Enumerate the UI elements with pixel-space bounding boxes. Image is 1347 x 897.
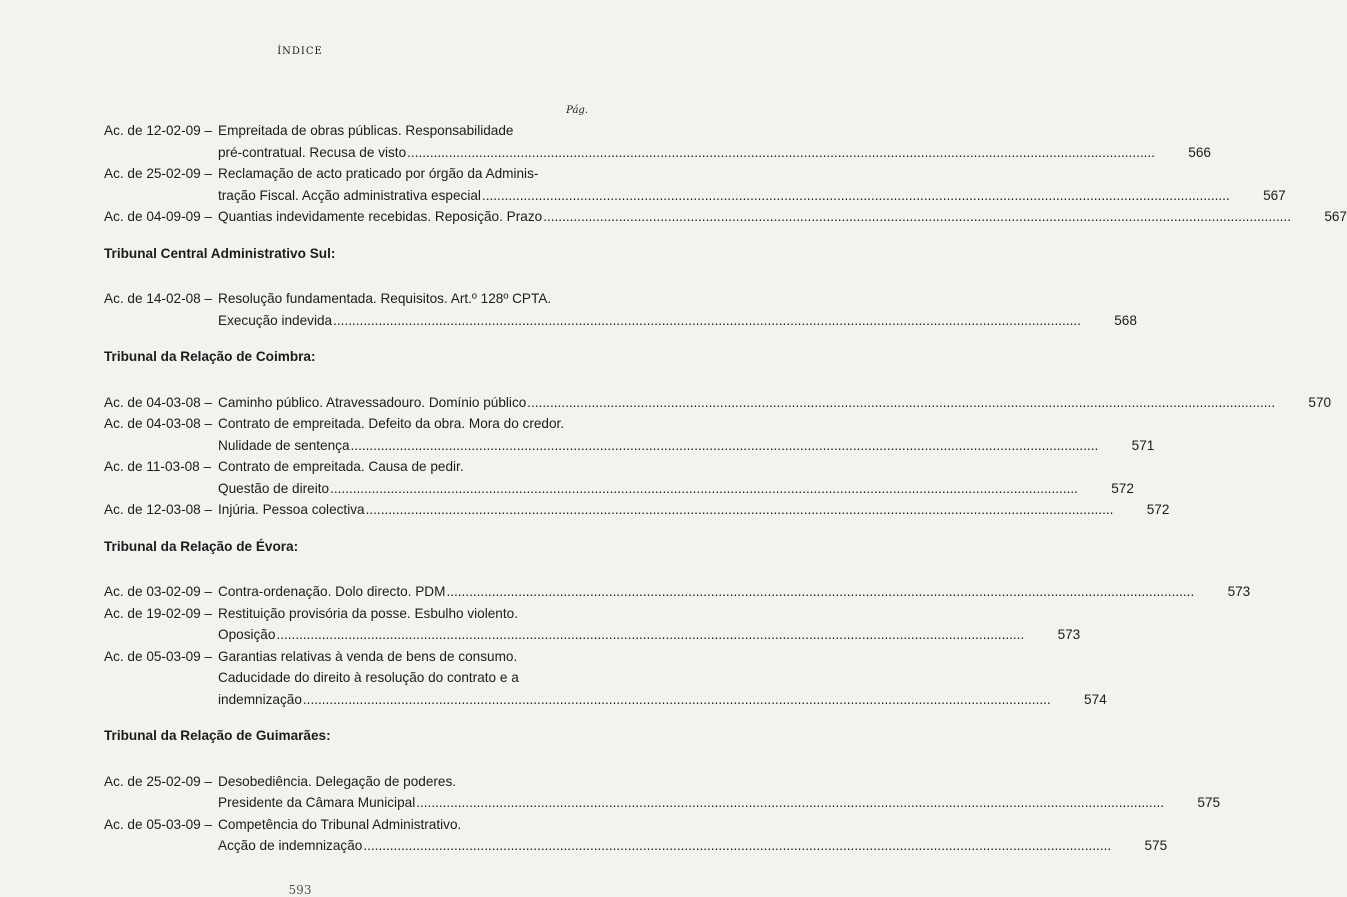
entry-reference: Ac. de 05-03-09 – <box>104 648 213 664</box>
dot-leader <box>543 206 1291 228</box>
entry-text: Injúria. Pessoa colectiva <box>218 502 365 517</box>
entry-text: Desobediência. Delegação de poderes. <box>218 773 457 789</box>
entry-page-number: 573 <box>1227 584 1251 599</box>
toc-entry <box>104 206 1347 228</box>
entry-reference: Ac. de 11-03-08 – <box>104 459 212 474</box>
entry-text: Oposição <box>218 627 276 642</box>
entry-page-number: 567 <box>1263 187 1286 203</box>
toc-entry <box>104 499 1170 521</box>
entry-page-number: 574 <box>1084 691 1107 707</box>
entry-text: Resolução fundamentada. Requisitos. Art.º 128º CPTA. <box>218 291 552 306</box>
dot-leader <box>407 142 1155 164</box>
entry-reference: Ac. de 12-02-09 – <box>104 123 213 138</box>
toc-entry <box>104 163 1286 206</box>
entry-text: Competência do Tribunal Administrativo. <box>218 816 462 832</box>
entry-text: Caminho público. Atravessadouro. Domínio público <box>218 394 527 410</box>
entry-reference: Ac. de 12-03-08 – <box>104 502 213 517</box>
entry-page-number: 568 <box>1114 312 1137 328</box>
toc-entry <box>104 646 1107 711</box>
dot-leader <box>416 792 1164 814</box>
entry-page-number: 567 <box>1324 209 1347 224</box>
toc-entry <box>104 814 1168 857</box>
entry-text: Questão de direito <box>218 480 330 496</box>
entry-text: pré-contratual. Recusa de visto <box>218 144 407 160</box>
entry-text: Empreitada de obras públicas. Responsabilidade <box>218 123 514 138</box>
page-title: ÍNDICE <box>277 46 323 57</box>
entry-reference: Ac. de 03-02-09 – <box>104 584 213 599</box>
toc-entry <box>104 392 1332 414</box>
toc-entry <box>104 413 1155 456</box>
entry-text: Restituição provisória da posse. Esbulho violento. <box>218 605 518 621</box>
section-heading: Tribunal Central Administrativo Sul: <box>104 245 336 261</box>
entry-text: indemnização <box>218 691 302 707</box>
toc-entry <box>104 288 1137 331</box>
entry-text: Reclamação de acto praticado por órgão da Adminis- <box>218 166 539 181</box>
table-of-contents <box>104 120 1347 857</box>
dot-leader <box>482 185 1230 207</box>
page-number: 593 <box>288 883 312 897</box>
entry-page-number: 572 <box>1111 480 1134 496</box>
entry-page-number: 571 <box>1131 437 1155 453</box>
entry-page-number: 570 <box>1308 394 1332 410</box>
entry-text: Contrato de empreitada. Causa de pedir. <box>218 459 464 474</box>
section-heading: Tribunal da Relação de Évora: <box>104 538 299 554</box>
entry-reference: Ac. de 05-03-09 – <box>104 816 213 832</box>
entry-page-number: 575 <box>1144 838 1168 853</box>
entry-page-number: 575 <box>1197 795 1221 810</box>
dot-leader <box>330 478 1078 500</box>
entry-reference: Ac. de 25-02-09 – <box>104 166 213 181</box>
section-heading: Tribunal da Relação de Coimbra: <box>104 349 316 364</box>
entry-reference: Ac. de 25-02-09 – <box>104 773 213 789</box>
toc-entry <box>104 771 1221 814</box>
toc-entry <box>104 581 1251 603</box>
entry-reference: Ac. de 19-02-09 – <box>104 605 213 621</box>
entry-text: Quantias indevidamente recebidas. Reposição. Prazo <box>218 209 543 224</box>
entry-reference: Ac. de 04-09-09 – <box>104 209 213 224</box>
entry-reference: Ac. de 04-03-08 – <box>104 416 213 431</box>
section-heading: Tribunal da Relação de Guimarães: <box>104 728 331 743</box>
entry-page-number: 566 <box>1188 144 1211 160</box>
entry-page-number: 573 <box>1057 627 1081 642</box>
toc-entry <box>104 603 1081 646</box>
entry-text: Presidente da Câmara Municipal <box>218 795 416 810</box>
dot-leader <box>276 624 1024 646</box>
dot-leader <box>363 835 1111 857</box>
dot-leader <box>333 310 1081 332</box>
dot-leader <box>527 392 1275 414</box>
entry-reference: Ac. de 14-02-08 – <box>104 291 213 306</box>
toc-entry <box>104 120 1211 163</box>
dot-leader <box>351 435 1099 457</box>
dot-leader <box>303 689 1051 711</box>
entry-page-number: 572 <box>1146 502 1170 517</box>
entry-text: Garantias relativas à venda de bens de consumo. <box>218 648 518 664</box>
entry-text: Contra-ordenação. Dolo directo. PDM <box>218 584 446 599</box>
toc-entry <box>104 456 1134 499</box>
entry-reference: Ac. de 04-03-08 – <box>104 394 213 410</box>
dot-leader <box>446 581 1194 603</box>
entry-text: Nulidade de sentença <box>218 437 350 453</box>
entry-text: Caducidade do direito à resolução do contrato e a <box>218 670 519 685</box>
page-column-label: Pág. <box>566 105 588 116</box>
entry-text: Acção de indemnização <box>218 838 363 853</box>
entry-text: tração Fiscal. Acção administrativa especial <box>218 187 481 203</box>
entry-text: Contrato de empreitada. Defeito da obra. Mora do credor. <box>218 416 565 431</box>
entry-text: Execução indevida <box>218 312 333 328</box>
dot-leader <box>366 499 1114 521</box>
